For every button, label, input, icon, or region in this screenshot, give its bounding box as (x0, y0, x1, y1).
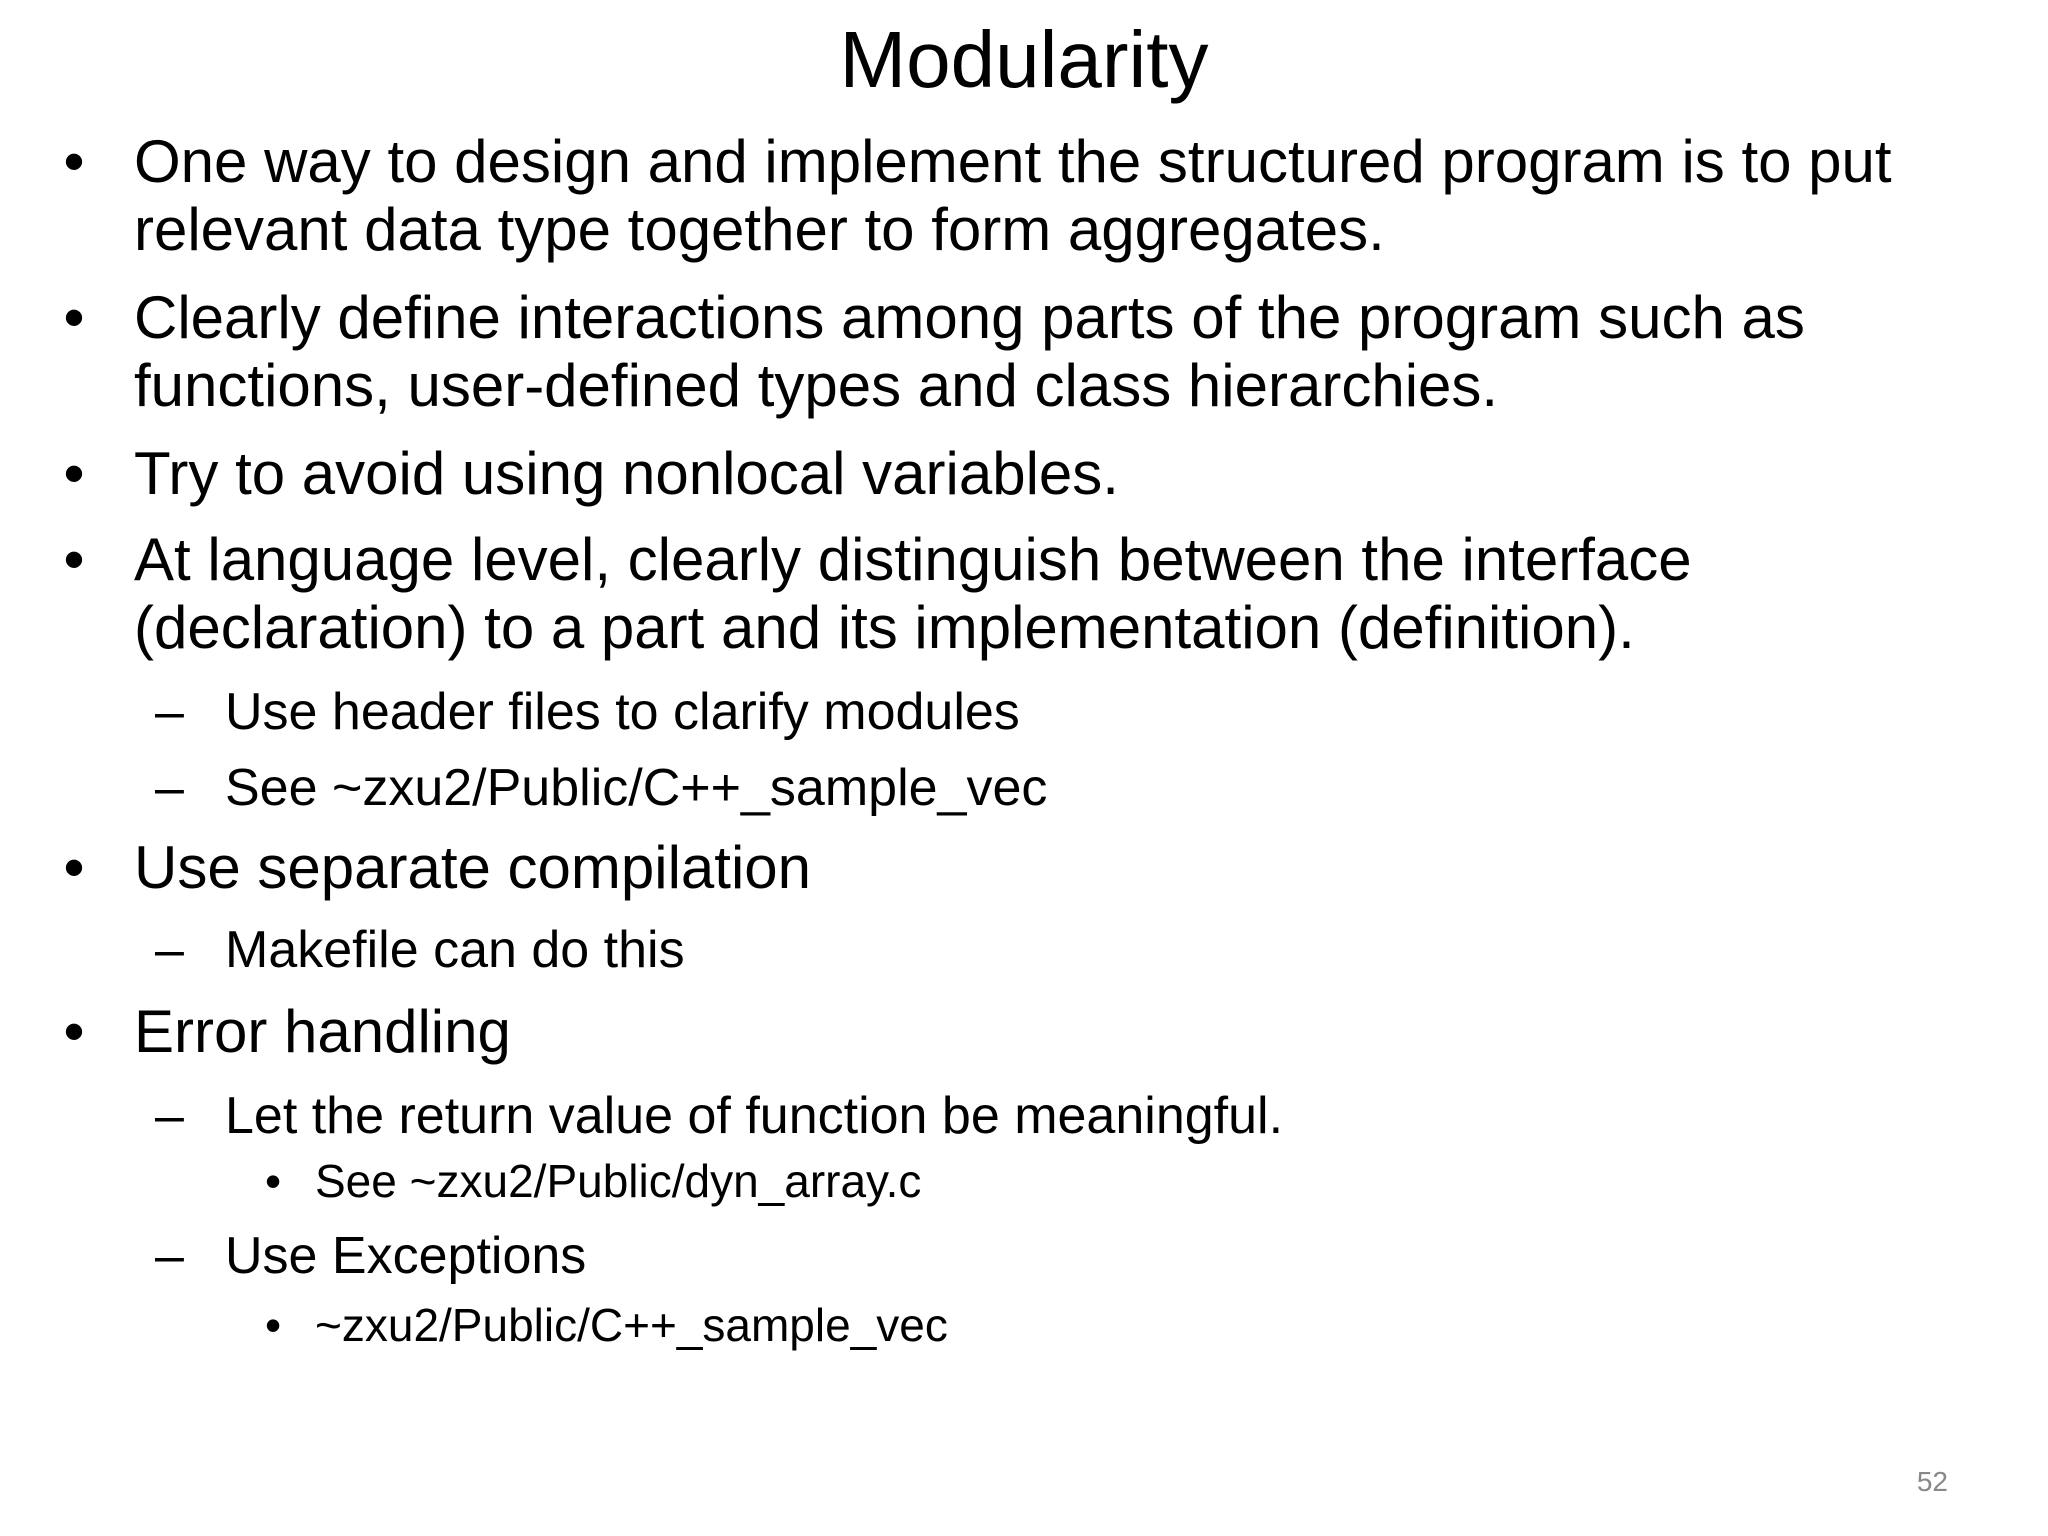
bullet-text: At language level, clearly distinguish between the interface (declaration) to a part and its implementation (definition). (134, 526, 1692, 661)
bullet-text: Try to avoid using nonlocal variables. (134, 440, 1119, 507)
dash-icon: – (155, 1227, 184, 1285)
bullet-icon: • (63, 834, 85, 901)
sub-bullet-item (155, 1086, 1985, 1146)
bullet-item (63, 440, 2014, 508)
bullet-item (63, 526, 2014, 662)
bullet-icon: • (63, 128, 85, 195)
sub-sub-bullet-item (265, 1298, 1955, 1352)
sub-bullet-text: Use header files to clarify modules (225, 683, 1020, 741)
bullet-text: Clearly define interactions among parts of the program such as functions, user-defined types and class hierarchies. (134, 284, 1805, 419)
dash-icon: – (155, 1087, 184, 1145)
bullet-text: Error handling (134, 998, 511, 1065)
sub-bullet-text: Makefile can do this (225, 921, 685, 979)
bullet-item (63, 128, 2014, 264)
bullet-text: Use separate compilation (134, 834, 812, 901)
sub-bullet-text: Let the return value of function be meaningful. (225, 1087, 1284, 1145)
bullet-item (63, 284, 2014, 420)
bullet-icon: • (63, 526, 85, 593)
sub-bullet-item (155, 1226, 1985, 1286)
sub-sub-bullet-text: ~zxu2/Public/C++_sample_vec (315, 1299, 948, 1351)
sub-bullet-text: Use Exceptions (225, 1227, 587, 1285)
bullet-icon: • (63, 440, 85, 507)
bullet-item (63, 834, 2014, 902)
bullet-icon: • (63, 998, 85, 1065)
sub-sub-bullet-item (265, 1154, 1955, 1208)
dash-icon: – (155, 683, 184, 741)
page-number: 52 (1916, 1466, 1948, 1497)
slide-title: Modularity (839, 15, 1209, 104)
sub-bullet-item (155, 920, 1985, 980)
sub-bullet-item (155, 682, 1985, 742)
bullet-icon: • (265, 1155, 282, 1207)
dash-icon: – (155, 921, 184, 979)
sub-bullet-item (155, 758, 1985, 818)
bullet-text: One way to design and implement the structured program is to put relevant data type together to form aggregates. (134, 128, 1892, 263)
bullet-item (63, 998, 2014, 1066)
bullet-icon: • (265, 1299, 282, 1351)
sub-bullet-text: See ~zxu2/Public/C++_sample_vec (225, 759, 1048, 817)
bullet-icon: • (63, 284, 85, 351)
dash-icon: – (155, 759, 184, 817)
sub-sub-bullet-text: See ~zxu2/Public/dyn_array.c (315, 1155, 922, 1207)
